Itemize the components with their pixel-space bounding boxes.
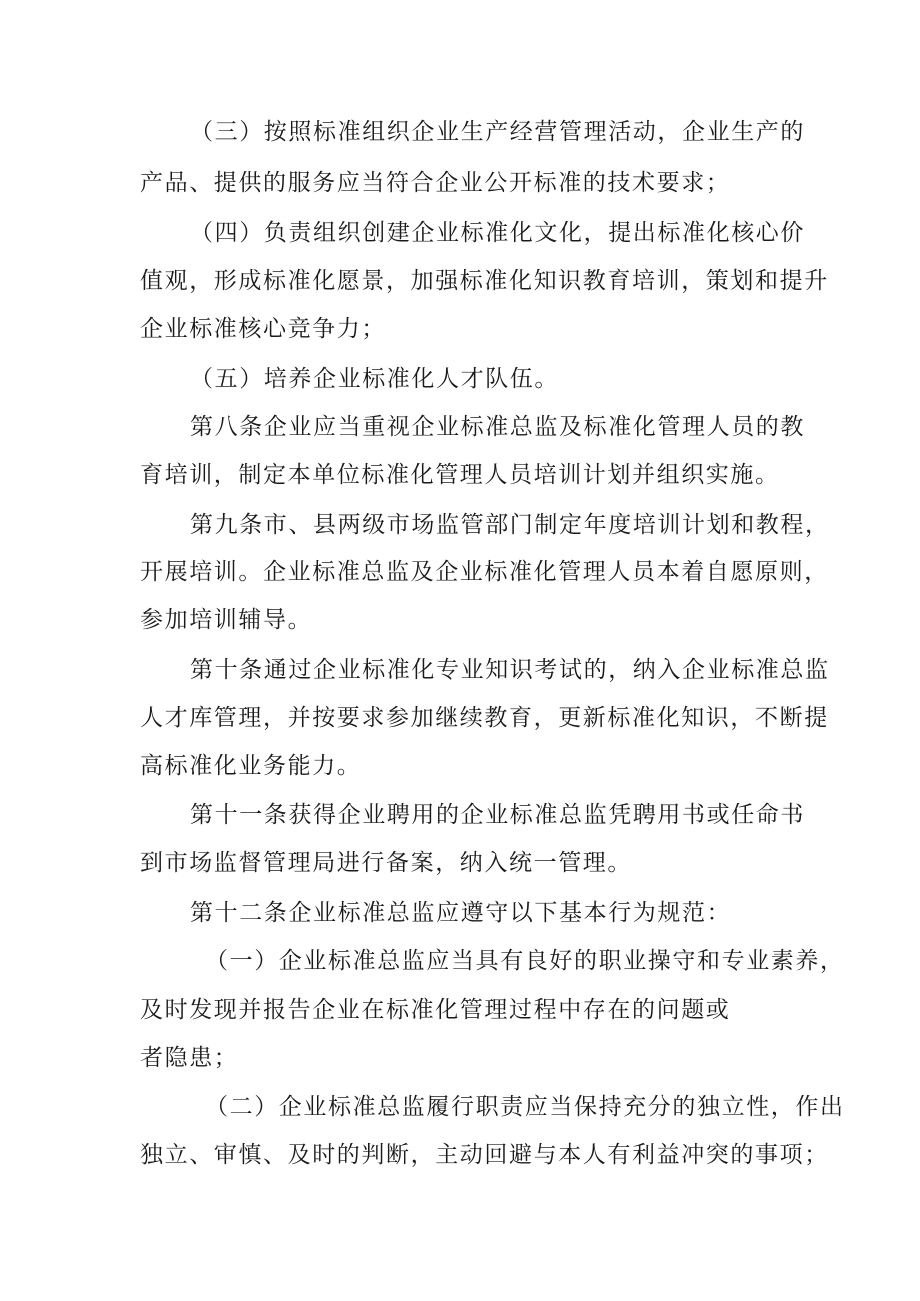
norm-2-line-2: 独立、审慎、及时的判断，主动回避与本人有利益冲突的事项；	[140, 1142, 829, 1168]
article-9-line-2: 开展培训。企业标准总监及企业标准化管理人员本着自愿原则，	[140, 559, 829, 585]
item-3-line-1: （三）按照标准组织企业生产经营管理活动，企业生产的	[190, 119, 805, 145]
item-4-line-3: 企业标准核心竞争力；	[140, 316, 386, 342]
article-11-line-2: 到市场监督管理局进行备案，纳入统一管理。	[140, 850, 632, 876]
article-9-line-1: 第九条市、县两级市场监管部门制定年度培训计划和教程，	[190, 512, 830, 538]
item-4-line-2: 值观，形成标准化愿景，加强标准化知识教育培训，策划和提升	[140, 268, 829, 294]
item-4-line-1: （四）负责组织创建企业标准化文化，提出标准化核心价	[190, 220, 805, 246]
article-12-line-1: 第十二条企业标准总监应遵守以下基本行为规范：	[190, 900, 732, 926]
article-10-line-2: 人才库管理，并按要求参加继续教育，更新标准化知识，不断提	[140, 705, 829, 731]
norm-1-line-2: 及时发现并报告企业在标准化管理过程中存在的问题或	[140, 997, 731, 1023]
article-11-line-1: 第十一条获得企业聘用的企业标准总监凭聘用书或任命书	[190, 802, 805, 828]
article-10-line-3: 高标准化业务能力。	[140, 753, 362, 779]
article-8-line-2: 育培训，制定本单位标准化管理人员培训计划并组织实施。	[140, 462, 780, 488]
item-3-line-2: 产品、提供的服务应当符合企业公开标准的技术要求；	[140, 170, 731, 196]
norm-2-line-1: （二）企业标准总监履行职责应当保持充分的独立性，作出	[205, 1094, 845, 1120]
article-10-line-1: 第十条通过企业标准化专业知识考试的，纳入企业标准总监	[190, 657, 830, 683]
article-9-line-3: 参加培训辅导。	[140, 607, 313, 633]
norm-1-line-3: 者隐患；	[140, 1045, 239, 1071]
norm-1-line-1: （一）企业标准总监应当具有良好的职业操守和专业素养，	[205, 948, 845, 974]
article-8-line-1: 第八条企业应当重视企业标准总监及标准化管理人员的教	[190, 414, 805, 440]
item-5-line-1: （五）培养企业标准化人才队伍。	[190, 366, 559, 392]
